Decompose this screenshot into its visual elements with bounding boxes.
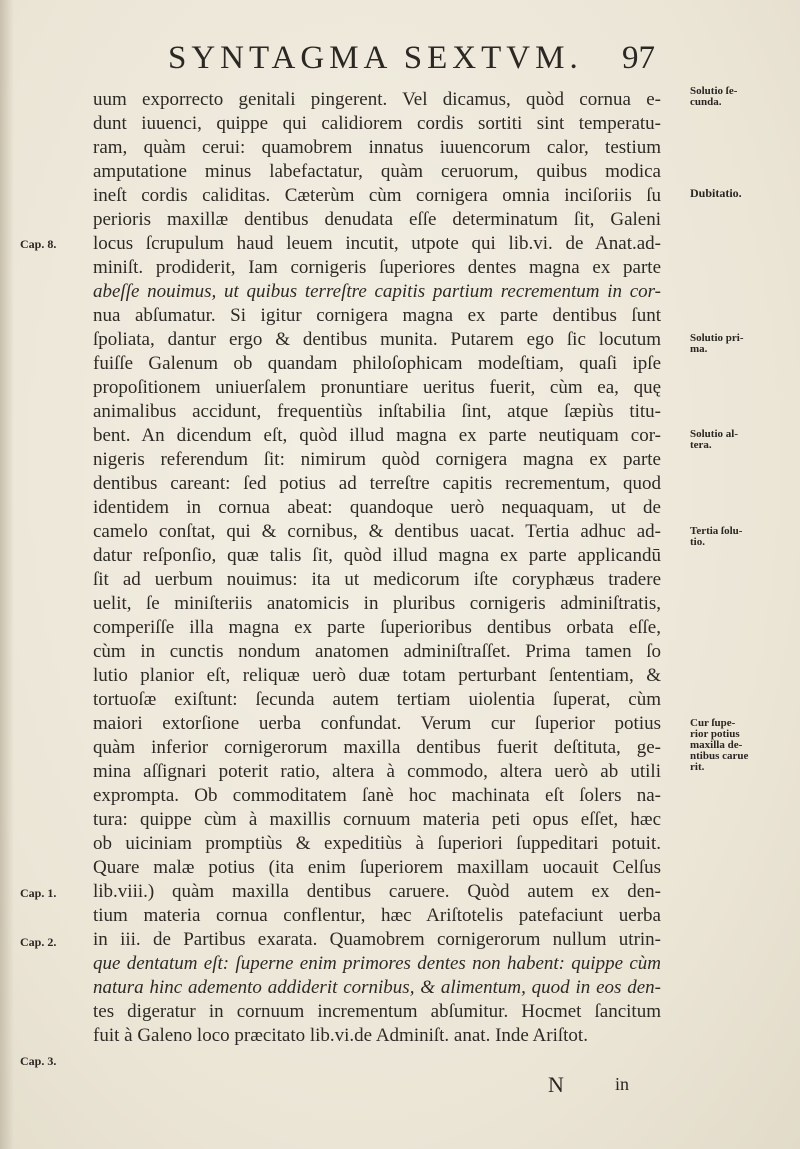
- chapter-ref: Cap. 3.: [20, 1054, 57, 1068]
- text-line: mina aſſignari poterit ratio, altera à commodo, altera uerò ab utili: [93, 761, 661, 782]
- text-line: tura: quippe cùm à maxillis cornuum materia peti opus eſſet, hæc: [93, 809, 661, 830]
- signature-mark: N: [548, 1072, 564, 1097]
- text-line: lutio planior eſt, reliquæ uerò duæ totam perturbant ſententiam, &: [93, 665, 661, 686]
- running-title: SYNTAGMA SEXTVM.: [168, 40, 583, 76]
- text-line: exprompta. Ob commoditatem ſanè hoc machinata eſt ſolers na-: [93, 785, 661, 806]
- text-line: tium materia cornua conflentur, hæc Ariſtotelis patefaciunt uerba: [93, 905, 661, 926]
- text-line: cùm in cunctis nondum anatomen adminiſtraſſet. Prima tamen ſo: [93, 641, 661, 662]
- text-line: tortuoſæ exiſtunt: ſecunda autem tertiam uiolentia ſuperat, cùm: [93, 689, 661, 710]
- text-line: camelo conſtat, qui & cornibus, & dentibus uacat. Tertia adhuc ad-: [93, 521, 661, 542]
- text-line: datur reſponſio, quæ talis ſit, quòd illud magna ex parte applicandū: [93, 545, 661, 566]
- catchword: in: [615, 1074, 630, 1094]
- text-line: in iii. de Partibus exarata. Quamobrem cornigerorum nullum utrin-: [93, 929, 661, 950]
- text-line: fuiſſe Galenum ob quandam philoſophicam modeſtiam, quaſi ipſe: [93, 353, 661, 374]
- text-line: tes digeratur in cornuum incrementum abſumitur. Hocmet ſancitum: [93, 1001, 661, 1022]
- text-line: lib.viii.) quàm maxilla dentibus caruere. Quòd autem ex den-: [93, 881, 661, 902]
- margin-note: Solutio al- tera.: [690, 428, 738, 451]
- text-line: maiori extorſione uerba confundat. Verum cur ſuperior potius: [93, 713, 661, 734]
- margin-note: Solutio ſe- cunda.: [690, 85, 738, 108]
- text-line: amputatione minus labefactatur, quàm ceruorum, quibus modica: [93, 161, 661, 182]
- text-line: quàm inferior cornigerorum maxilla dentibus fuerit deſtituta, ge-: [93, 737, 661, 758]
- text-line: uelit, ſe miniſteriis anatomicis in pluribus cornigeris adminiſtratis,: [93, 593, 661, 614]
- text-line: locus ſcrupulum haud leuem incutit, utpote qui lib.vi. de Anat.ad-: [93, 233, 661, 254]
- chapter-ref: Cap. 1.: [20, 886, 57, 900]
- margin-note: Cur ſupe- rior potius maxilla de- ntibus carue rit.: [690, 717, 749, 773]
- text-line: fuit à Galeno loco præcitato lib.vi.de Adminiſt. anat. Inde Ariſtot.: [93, 1025, 588, 1046]
- text-line: perioris maxillæ dentibus denudata eſſe determinatum ſit, Galeni: [93, 209, 661, 230]
- text-line-italic: natura hinc ademento addiderit cornibus, & alimentum, quod in eos den-: [93, 977, 661, 998]
- page-header: [0, 40, 800, 80]
- text-line: ob uiciniam promptiùs & expeditiùs à ſuperiori ſuppeditari potuit.: [93, 833, 661, 854]
- text-line: ram, quàm cerui: quamobrem innatus iuuencorum calor, testium: [93, 137, 661, 158]
- text-line-italic: abeſſe nouimus, ut quibus terreſtre capitis partium recrementum in cor-: [93, 281, 661, 302]
- text-line: dentibus careant: ſed potius ad terreſtre capitis recrementum, quod: [93, 473, 661, 494]
- text-line: comperiſſe illa magna ex parte ſuperioribus dentibus orbata eſſe,: [93, 617, 661, 638]
- page-number: 97: [622, 40, 655, 76]
- chapter-ref: Cap. 2.: [20, 935, 57, 949]
- text-line: nua abſumatur. Si igitur cornigera magna ex parte dentibus ſunt: [93, 305, 661, 326]
- text-line: nigeris referendum ſit: nimirum quòd cornigera magna ex parte: [93, 449, 661, 470]
- text-line: miniſt. prodiderit, Iam cornigeris ſuperiores dentes magna ex parte: [93, 257, 661, 278]
- text-line: uum exporrecto genitali pingerent. Vel dicamus, quòd cornua e-: [93, 89, 661, 110]
- text-line: identidem in cornua abeat: quandoque uerò nequaquam, ut de: [93, 497, 661, 518]
- text-line: dunt iuuenci, quippe qui calidiorem cordis sortiti sint temperatu-: [93, 113, 661, 134]
- text-line: ſit ad uerbum nouimus: ita ut medicorum iſte coryphæus tradere: [93, 569, 661, 590]
- text-line: animalibus accidunt, frequentiùs inſtabilia ſint, atque ſæpiùs titu-: [93, 401, 661, 422]
- page-gutter-shadow: [0, 0, 14, 1149]
- body-text: [93, 88, 661, 1048]
- margin-note: Dubitatio.: [690, 186, 742, 200]
- margin-note: Tertia ſolu- tio.: [690, 525, 743, 548]
- text-line: ineſt cordis caliditas. Cæterùm cùm cornigera omnia inciſoriis ſu: [93, 185, 661, 206]
- text-line: bent. An dicendum eſt, quòd illud magna ex parte neutiquam cor-: [93, 425, 661, 446]
- text-line: propoſitionem uniuerſalem pronuntiare ueritus fuerit, cùm ea, quę: [93, 377, 661, 398]
- text-line: ſpoliata, dantur ergo & dentibus munita. Putarem ego ſic locutum: [93, 329, 661, 350]
- margin-note: Solutio pri- ma.: [690, 332, 744, 355]
- text-line-italic: que dentatum eſt: ſuperne enim primores dentes non habent: quippe cùm: [93, 953, 661, 974]
- text-line: Quare malæ potius (ita enim ſuperiorem maxillam uocauit Celſus: [93, 857, 661, 878]
- chapter-ref: Cap. 8.: [20, 237, 57, 251]
